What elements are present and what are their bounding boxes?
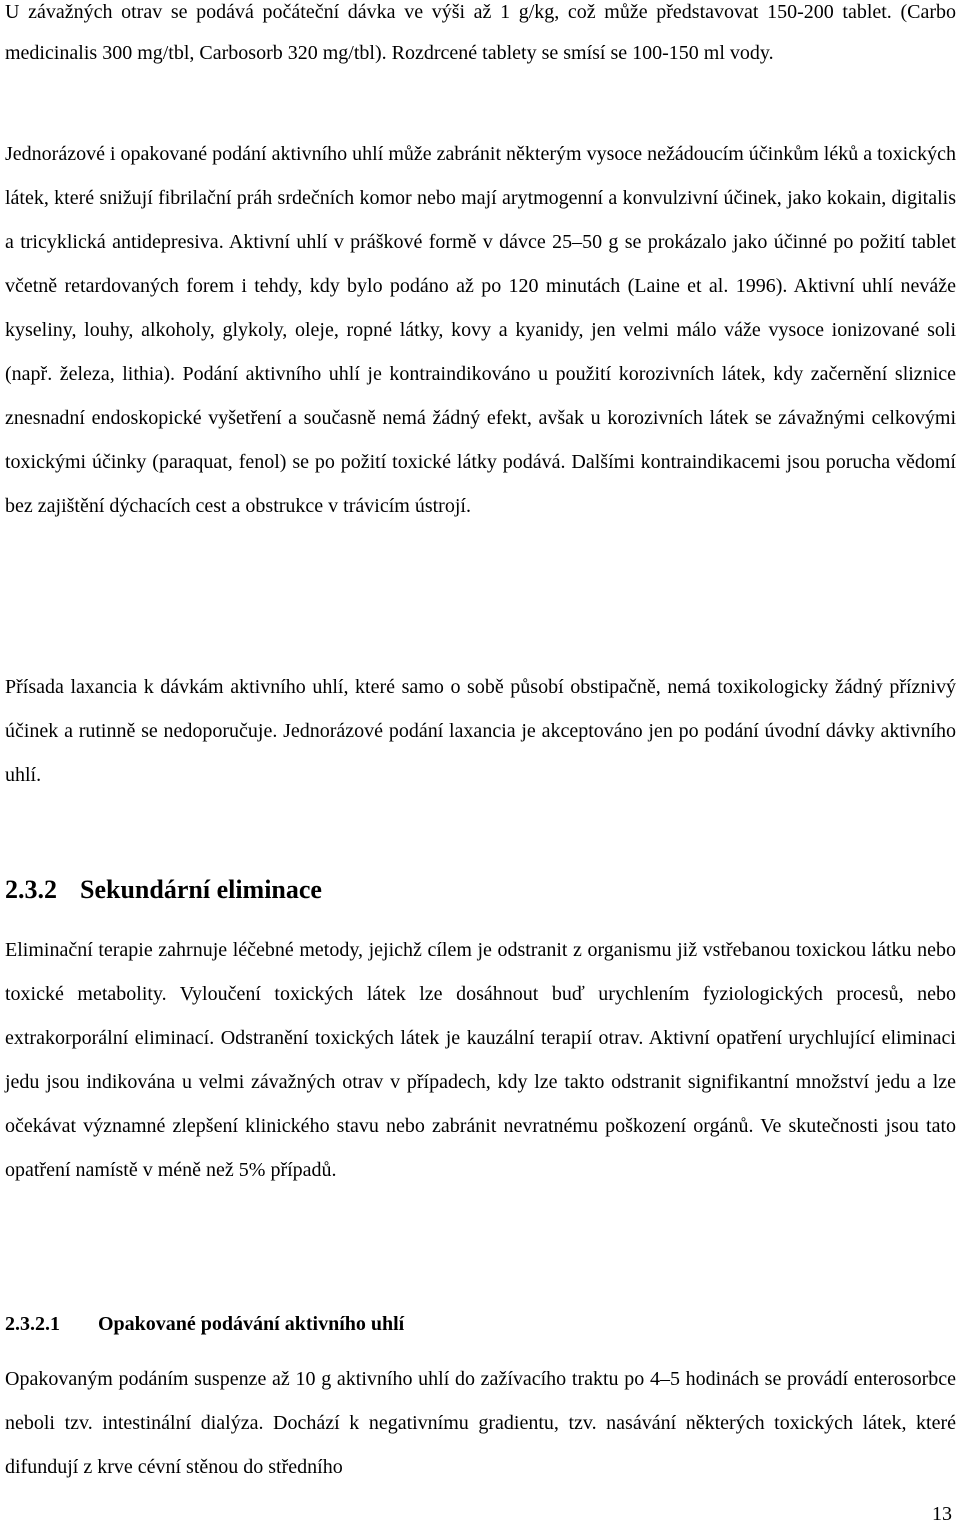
paragraph-activated-charcoal-effects: Jednorázové i opakované podání aktivního uhlí může zabránit některým vysoce nežádoucím účinkům léků a toxických látek, které snižují fibrilační práh srdečních komor nebo mají arytmogenní a konvulzivní účinek, jako kokain, digitalis a tricyklická antidepresiva. Aktivní uhlí v práškové formě v dávce 25–50 g se prokázalo jako účinné po požití tablet včetně retardovaných forem i tehdy, kdy bylo podáno až po 120 minutách (Laine et al. 1996). Aktivní uhlí neváže kyseliny, louhy, alkoholy, glykoly, oleje, ropné látky, kovy a kyanidy, jen velmi málo váže vysoce ionizované soli (např. železa, lithia). Podání aktivního uhlí je kontraindikováno u použití korozivních látek, kdy začernění sliznice znesnadní endoskopické vyšetření a současně nemá žádný efekt, avšak u korozivních látek se závažnými celkovými toxickými účinky (paraquat, fenol) se po požití toxické látky podává. Dalšími kontraindikacemi jsou porucha vědomí bez zajištění dýchacích cest a obstrukce v trávicím ústrojí.	[5, 143, 956, 517]
section-number: 2.3.2	[5, 875, 57, 904]
paragraph-repeated-charcoal: Opakovaným podáním suspenze až 10 g aktivního uhlí do zažívacího traktu po 4–5 hodinách se provádí enterosorbce neboli tzv. intestinální dialýza. Dochází k negativnímu gradientu, tzv. nasávání některých toxických látek, které difundují z krve cévní stěnou do středního	[5, 1368, 956, 1478]
subsection-heading	[5, 1306, 404, 1342]
paragraph-laxatives: Přísada laxancia k dávkám aktivního uhlí, které samo o sobě působí obstipačně, nemá toxikologicky žádný příznivý účinek a rutinně se nedoporučuje. Jednorázové podání laxancia je akceptováno jen po podání úvodní dávky aktivního uhlí.	[5, 676, 956, 786]
paragraph-activated-charcoal-dose: U závažných otrav se podává počáteční dávka ve výši až 1 g/kg, což může představovat 150-200 tablet. (Carbo medicinalis 300 mg/tbl, Carbosorb 320 mg/tbl). Rozdrcené tablety se smísí se 100-150 ml vody.	[5, 1, 956, 64]
subsection-number: 2.3.2.1	[5, 1313, 60, 1335]
section-title: Sekundární eliminace	[80, 875, 322, 904]
page-number: 13	[932, 1503, 952, 1525]
subsection-title: Opakované podávání aktivního uhlí	[98, 1313, 405, 1335]
paragraph-elimination-therapy: Eliminační terapie zahrnuje léčebné metody, jejichž cílem je odstranit z organismu již vstřebanou toxickou látku nebo toxické metabolity. Vyloučení toxických látek lze dosáhnout buď urychlením fyziologických procesů, nebo extrakorporální eliminací. Odstranění toxických látek je kauzální terapií otrav. Aktivní opatření urychlující eliminaci jedu jsou indikována u velmi závažných otrav v případech, kdy lze takto odstranit signifikantní množství jedu a lze očekávat významné zlepšení klinického stavu nebo zabránit nevratnému poškození orgánů. Ve skutečnosti jsou tato opatření namístě v méně než 5% případů.	[5, 939, 956, 1181]
section-heading	[5, 870, 322, 910]
